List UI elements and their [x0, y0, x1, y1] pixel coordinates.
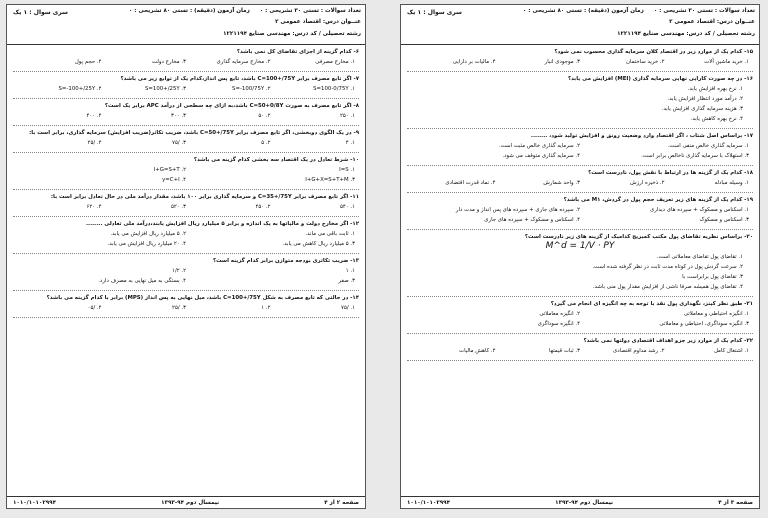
- question-text: ۲۱- طبق نظر کینز، نگهداری پول نقد با توجه به چه انگیزه ای انجام می گیرد؟: [550, 301, 753, 307]
- question-item: [13, 129, 359, 153]
- answer-option[interactable]: ۳. انگیزه سوداگری، احتیاطی و معاملاتی: [659, 321, 749, 327]
- answer-option[interactable]: ۴. اسکناس و مسکوک + سپرده های جاری: [484, 217, 580, 223]
- answer-option[interactable]: S=-100/75Y .۲: [232, 86, 271, 92]
- answer-option[interactable]: ۱. انگیزه احتیاطی و معاملاتی: [683, 311, 749, 317]
- answer-option[interactable]: ۴. /۲۵: [87, 140, 102, 146]
- answer-options: [13, 83, 359, 95]
- page-number: صفحه ۲ از ۴: [324, 499, 359, 506]
- answer-option[interactable]: ۱. /۷۵: [341, 305, 355, 311]
- question-item: [407, 48, 753, 72]
- question-text: ۱۷- براساس اصل شتاب ، اگر اقتصاد وارد وضعیت رونق و افزایش تولید شود، ........: [530, 133, 753, 139]
- answer-option[interactable]: ۲. ۵۰: [258, 113, 271, 119]
- question-text: ۱۰- شرط تعادل در یک اقتصاد سه بخشی کدام گزینه می باشد؟: [193, 157, 359, 163]
- course-title: عنــوان درس: اقتصاد عمومی ۲: [275, 19, 361, 25]
- answer-option[interactable]: ۲. سرمایه گذاری خالص مثبت است.: [499, 143, 580, 149]
- answer-option[interactable]: ۱. سرمایه گذاری خالص منفی است.: [667, 143, 749, 149]
- answer-option[interactable]: ۴. سرمایه گذاری متوقف می شود.: [502, 153, 580, 159]
- question-text: ۱۵- کدام یک از موارد زیر در اقتصاد کلان سرمایه گذاری محسوب نمی شود؟: [554, 49, 753, 55]
- question-item: [13, 48, 359, 72]
- answer-option[interactable]: ۴. کاهش مالیات: [459, 348, 496, 354]
- question-item: [407, 132, 753, 166]
- answer-options: [407, 251, 753, 293]
- exam-page-2: [6, 4, 366, 509]
- answer-option[interactable]: ۲. مخارج سرمایه گذاری: [216, 59, 271, 65]
- answer-option[interactable]: ۲. ۴۵۰: [255, 204, 271, 210]
- question-item: [407, 300, 753, 334]
- answer-option[interactable]: ۱. ۵۴۰: [339, 204, 355, 210]
- answer-options: [13, 265, 359, 287]
- answer-option[interactable]: ۱. نرخ بهره افزایش یابد.: [687, 86, 743, 92]
- page-header: [401, 5, 759, 45]
- exam-page-3: [400, 4, 760, 509]
- answer-option[interactable]: I=S .۱: [339, 167, 355, 173]
- question-text: ۲۰- براساس نظریه تقاضای پول مکتب کمبریج کدامیک از گزینه های زیر نادرست است؟: [524, 234, 753, 240]
- answer-option[interactable]: ۴. مالیات بر دارایی: [452, 59, 496, 65]
- question-list: [401, 45, 759, 361]
- page-footer: [7, 496, 365, 508]
- answer-option[interactable]: ۲. ذخیره ارزش: [630, 180, 665, 186]
- answer-option[interactable]: ۱. ۱: [345, 268, 355, 274]
- question-text: ۹- در یک الگوی دوبخشی، اگر تابع مصرف برابر C=50+/75Y باشد، ضریب تکاثر(ضریب افزایش) سرمایه گذاری، برابر است با:: [29, 130, 359, 136]
- answer-option[interactable]: ۴. انگیزه سوداگری: [537, 321, 580, 327]
- question-formula: M^d = 1/V · PY: [545, 241, 615, 251]
- course-title: عنــوان درس: اقتصاد عمومی ۲: [669, 19, 755, 25]
- divider: [13, 290, 359, 291]
- field-code: رشته تحصیلی / کد درس: مهندسی صنایع ۱۲۲۱۱۹۴: [223, 31, 361, 37]
- divider: [407, 192, 753, 193]
- answer-options: [407, 56, 753, 68]
- answer-options: [13, 228, 359, 250]
- question-text: ۱۱- اگر تابع مصرف برابر C=35+/75Y و سرمایه گذاری برابر ۱۰۰ باشد، مقدار درآمد ملی در حال تعادل برابر است با:: [50, 194, 359, 200]
- answer-option[interactable]: ۱. خرید ماشین آلات: [704, 59, 749, 65]
- term-label: نیمسال دوم ۹۴-۱۳۹۳: [161, 499, 220, 506]
- question-list: [7, 45, 365, 318]
- page-footer: [401, 496, 759, 508]
- answer-option[interactable]: S=-100+/25Y .۴: [58, 86, 102, 92]
- question-item: [407, 75, 753, 129]
- question-item: [407, 196, 753, 230]
- question-text: ۱۹- کدام یک از گزینه های زیر تعریف حجم پول در گردش، M۱ می باشد؟: [563, 197, 753, 203]
- answer-option[interactable]: ۴. ۴۰۰: [86, 113, 102, 119]
- question-text: ۲۲- کدام یک از موارد زیر جزو اهداف اقتصادی دولتها نمی باشد؟: [583, 338, 753, 344]
- answer-option[interactable]: I+G=S+T .۲: [153, 167, 186, 173]
- divider: [13, 216, 359, 217]
- answer-option[interactable]: ۱. تقاضای پول تقاضای معاملاتی است.: [656, 254, 743, 260]
- answer-option[interactable]: I+G+X=S+T+M .۳: [305, 177, 355, 183]
- divider: [13, 253, 359, 254]
- answer-options: [407, 140, 753, 162]
- field-code: رشته تحصیلی / کد درس: مهندسی صنایع ۱۲۲۱۱۹۴: [617, 31, 755, 37]
- divider: [407, 165, 753, 166]
- answer-option[interactable]: ۴. نماد قدرت اقتصادی: [445, 180, 496, 186]
- question-text: ۶- کدام گزینه از اجزای تقاضای کل نمی باشد؟: [236, 49, 359, 55]
- answer-option[interactable]: ۳. واحد شمارش: [543, 180, 580, 186]
- answer-option[interactable]: ۱. اشتغال کامل: [713, 348, 749, 354]
- question-text: ۱۶- در چه صورت کارایی نهایی سرمایه گذاری (MEI) افزایش می یابد؟: [567, 76, 753, 82]
- answer-option[interactable]: ۳. اسکناس و مسکوک: [699, 217, 749, 223]
- question-item: [13, 102, 359, 126]
- question-text: ۱۳- ضریب تکاثری بودجه متوازن برابر کدام گزینه است؟: [212, 258, 359, 264]
- answer-option[interactable]: ۱. ۲۵۰: [339, 113, 355, 119]
- answer-options: [407, 308, 753, 330]
- answer-options: [13, 164, 359, 186]
- answer-options: [13, 302, 359, 314]
- exam-code: ۱۰۱۰/۱۰۱۰۲۹۹۴: [407, 499, 451, 506]
- divider: [13, 125, 359, 126]
- answer-options: [13, 56, 359, 68]
- question-text: ۸- اگر تابع مصرف به صورت C=50+0/8Y باشد،به ازای چه سطحی از درآمد APC برابر یک است؟: [104, 103, 359, 109]
- exam-time: زمان آزمون (دقیقه) : تستی ۸۰ تشریحی : ۰: [128, 8, 250, 14]
- question-text: ۷- اگر تابع مصرف برابر C=100+/75Y باشد، تابع پس انداز،کدام یک از توابع زیر می باشد؟: [120, 76, 359, 82]
- answer-options: [13, 201, 359, 213]
- series-label: سری سوال : ۱ یک: [407, 9, 462, 16]
- answer-option[interactable]: ۳. مخارج دولت: [151, 59, 186, 65]
- answer-option[interactable]: ۲. ۱: [261, 305, 271, 311]
- answer-option[interactable]: ۱. وسیله مبادله: [714, 180, 749, 186]
- divider: [407, 296, 753, 297]
- answer-options: [407, 345, 753, 357]
- question-item: [13, 294, 359, 318]
- answer-option[interactable]: ۲. سپرده های جاری + سپرده های پس انداز و مدت دار: [455, 207, 580, 213]
- question-text: ۱۸- کدام یک از گزینه ها در ارتباط با نقش پول، نادرست است؟: [588, 170, 753, 176]
- answer-option[interactable]: ۲. رشد مداوم اقتصادی: [612, 348, 665, 354]
- question-text: ۱۲- اگر مخارج دولت و مالیاتها به یک اندازه و برابر ۵ میلیارد ریال افزایش یابند،درآمد ملی تعادلی ........: [85, 221, 359, 227]
- answer-options: [407, 204, 753, 226]
- question-item: [13, 193, 359, 217]
- question-item: [407, 337, 753, 361]
- question-item: [13, 220, 359, 254]
- page-number: صفحه ۳ از ۴: [718, 499, 753, 506]
- series-label: سری سوال : ۱ یک: [13, 9, 68, 16]
- question-count: تعداد سوالات : تستی ۳۰ تشریحی : ۰: [653, 8, 755, 14]
- answer-options: [13, 110, 359, 122]
- question-item: [13, 257, 359, 291]
- answer-option[interactable]: ۳. /۷۵: [172, 140, 186, 146]
- divider: [13, 98, 359, 99]
- answer-option[interactable]: ۲. انگیزه معاملاتی: [539, 311, 580, 317]
- answer-option[interactable]: ۳. ۳۰۰: [170, 113, 186, 119]
- divider: [407, 229, 753, 230]
- answer-option[interactable]: ۳. موجودی انبار: [544, 59, 580, 65]
- divider: [13, 317, 359, 318]
- divider: [13, 189, 359, 190]
- answer-option[interactable]: ۳. هزینه سرمایه گذاری افزایش یابد.: [661, 106, 743, 112]
- divider: [13, 71, 359, 72]
- question-item: [407, 233, 753, 297]
- answer-option[interactable]: ۴. ۲۰ میلیارد ریال افزایش می یابد.: [107, 241, 186, 247]
- answer-option[interactable]: ۱. مخارج مصرفی: [315, 59, 355, 65]
- answer-options: [13, 137, 359, 149]
- answer-option[interactable]: ۴. بستگی به میل نهایی به مصرف دارد.: [98, 278, 186, 284]
- exam-time: زمان آزمون (دقیقه) : تستی ۸۰ تشریحی : ۰: [522, 8, 644, 14]
- answer-option[interactable]: ۲. درآمد مورد انتظار افزایش یابد.: [667, 96, 743, 102]
- answer-option[interactable]: S=100-0/75Y .۱: [313, 86, 355, 92]
- divider: [407, 71, 753, 72]
- answer-option[interactable]: ۲. ۱/۲: [172, 268, 186, 274]
- answer-option[interactable]: ۳. ۵۲۰: [170, 204, 186, 210]
- answer-option[interactable]: y=C+I .۴: [162, 177, 186, 183]
- exam-code: ۱۰۱۰/۱۰۱۰۲۹۹۴: [13, 499, 57, 506]
- answer-option[interactable]: ۳. ثبات قیمتها: [549, 348, 580, 354]
- term-label: نیمسال دوم ۹۴-۱۳۹۳: [555, 499, 614, 506]
- answer-option[interactable]: ۱. ۴: [345, 140, 355, 146]
- answer-options: [407, 177, 753, 189]
- divider: [407, 360, 753, 361]
- answer-option[interactable]: ۴. حجم پول: [74, 59, 102, 65]
- question-count: تعداد سوالات : تستی ۳۰ تشریحی : ۰: [259, 8, 361, 14]
- answer-option[interactable]: ۲. سرعت گردش پول در کوتاه مدت ثابت در نظر گرفته شده است.: [592, 264, 743, 270]
- question-item: [407, 169, 753, 193]
- answer-option[interactable]: ۳. /۲۵: [172, 305, 186, 311]
- answer-option[interactable]: ۴. تقاضای پول همیشه صرفا ناشی از افزایش مقدار پول منی باشد.: [592, 284, 743, 290]
- answer-option[interactable]: ۲. ۵ میلیارد ریال افزایش می یابد.: [110, 231, 186, 237]
- answer-option[interactable]: ۳. تقاضای پول برابراست با: [682, 274, 743, 280]
- answer-option[interactable]: S=100+/25Y .۳: [144, 86, 186, 92]
- answer-option[interactable]: ۳. صفر: [338, 278, 355, 284]
- answer-option[interactable]: ۲. خرید ساختمان: [625, 59, 665, 65]
- answer-option[interactable]: ۳. ۵ میلیارد ریال کاهش می یابد.: [282, 241, 355, 247]
- question-text: ۱۴- در حالتی که تابع مصرف به شکل C=100+/75Y باشد، میل نهایی به پس انداز (MPS) برابر با کدام گزینه می باشد؟: [46, 295, 359, 301]
- answer-option[interactable]: ۴. ۶۲۰: [86, 204, 102, 210]
- divider: [13, 152, 359, 153]
- divider: [407, 333, 753, 334]
- answer-option[interactable]: ۱. اسکناس و مسکوک + سپرده های دیداری: [650, 207, 749, 213]
- answer-option[interactable]: ۲. ۵: [261, 140, 271, 146]
- question-item: [13, 156, 359, 190]
- page-header: [7, 5, 365, 45]
- answer-option[interactable]: ۴. نرخ بهره کاهش یابد.: [690, 116, 743, 122]
- answer-option[interactable]: ۳. استهلاک با سرمایه گذاری ناخالص برابر است.: [641, 153, 749, 159]
- answer-option[interactable]: ۴. /۰۵: [87, 305, 102, 311]
- answer-options: [407, 83, 753, 125]
- question-item: [13, 75, 359, 99]
- answer-option[interactable]: ۱. ثابت باقی می ماند.: [305, 231, 355, 237]
- divider: [407, 128, 753, 129]
